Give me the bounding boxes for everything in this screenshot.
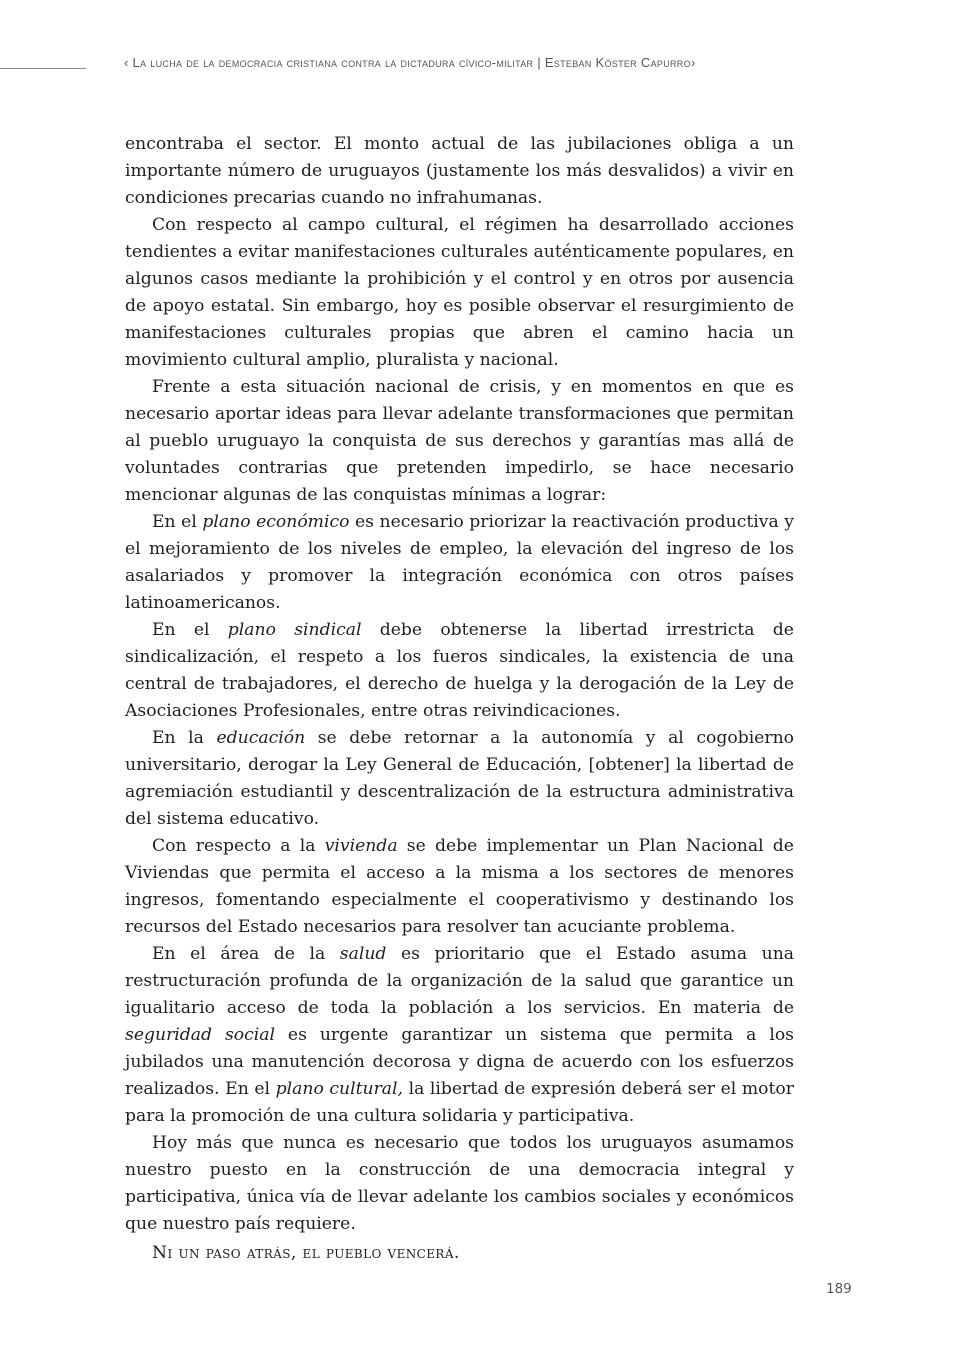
text-run: es urgente garantizar un sistema que permita a los jubilados una manutención decorosa y digna de acuerdo con los esfuerzos realizados. En el — [125, 1025, 795, 1099]
text-run: Con respecto a la — [152, 836, 325, 856]
text-run: En la — [152, 728, 217, 748]
running-header: ‹ La lucha de la democracia cristiana contra la dictadura cívico-militar | Esteban Köster Capurro› — [124, 55, 696, 70]
paragraph-1: encontraba el sector. El monto actual de las jubilaciones obliga a un importante número de uruguayos (justamente los más desvalidos) a vivir en condiciones precarias cuando no infrahumanas. — [125, 134, 794, 208]
paragraph-5 — [125, 617, 794, 725]
text-run: se debe implementar un Plan Nacional de Viviendas que permita el acceso a la misma a los sectores de menores ingresos, fomentando especialmente el cooperativismo y destinando los recursos del Estado necesarios para resolver tan acuciante problema. — [125, 836, 794, 937]
paragraph-6 — [125, 725, 794, 833]
text-run: En el área de la — [152, 944, 340, 964]
paragraph-7 — [125, 833, 794, 941]
text-run: la libertad de expresión deberá ser el motor para la promoción de una cultura solidaria y participativa. — [125, 1079, 794, 1126]
emphasis-salud: salud — [339, 944, 387, 964]
paragraph-9: Hoy más que nunca es necesario que todos los uruguayos asumamos nuestro puesto en la construcción de una democracia integral y participativa, única vía de llevar adelante los cambios sociales y económicos que nuestro país requiere. — [125, 1133, 794, 1234]
body-text — [125, 131, 794, 1267]
text-run: En el — [152, 512, 203, 532]
text-run: es prioritario que el Estado asuma una restructuración profunda de la organización de la salud que garantice un igualitario acceso de toda la población a los servicios. En materia de — [125, 944, 795, 1018]
page-number: 189 — [826, 1281, 852, 1297]
emphasis-plano-sindical: plano sindical — [227, 620, 362, 640]
paragraph-2: Con respecto al campo cultural, el régimen ha desarrollado acciones tendientes a evitar manifestaciones culturales auténticamente populares, en algunos casos mediante la prohibición y el control y en otros por ausencia de apoyo estatal. Sin embargo, hoy es posible observar el resurgimiento de manifestaciones culturales propias que abren el camino hacia un movimiento cultural amplio, pluralista y nacional. — [125, 215, 794, 370]
emphasis-vivienda: vivienda — [324, 836, 398, 856]
header-rule — [0, 68, 86, 69]
emphasis-educacion: educación — [216, 728, 306, 748]
emphasis-seguridad-social: seguridad social — [125, 1025, 275, 1045]
text-run: debe obtenerse la libertad irrestricta de sindicalización, el respeto a los fueros sindicales, la existencia de una central de trabajadores, el derecho de huelga y la derogación de la Ley de Asociaciones Profesionales, entre otras reivindicaciones. — [125, 620, 794, 721]
paragraph-4 — [125, 509, 794, 617]
paragraph-8 — [125, 941, 794, 1130]
emphasis-plano-cultural: plano cultural, — [275, 1079, 403, 1099]
paragraph-3: Frente a esta situación nacional de crisis, y en momentos en que es necesario aportar ideas para llevar adelante transformaciones que permitan al pueblo uruguayo la conquista de sus derechos y garantías mas allá de voluntades contrarias que pretenden impedirlo, se hace necesario mencionar algunas de las conquistas mínimas a lograr: — [125, 377, 794, 505]
emphasis-plano-economico: plano económico — [202, 512, 350, 532]
text-run: se debe retornar a la autonomía y al cogobierno universitario, derogar la Ley General de Educación, [obtener] la libertad de agremiación estudiantil y descentralización de la estructura administrativa del sistema educativo. — [125, 728, 794, 829]
text-run: En el — [152, 620, 228, 640]
text-run: es necesario priorizar la reactivación productiva y el mejoramiento de los niveles de empleo, la elevación del ingreso de los asalariados y promover la integración económica con otros países latinoamericanos. — [125, 512, 794, 613]
closing-slogan: Ni un paso atrás, el pueblo vencerá. — [152, 1243, 460, 1263]
